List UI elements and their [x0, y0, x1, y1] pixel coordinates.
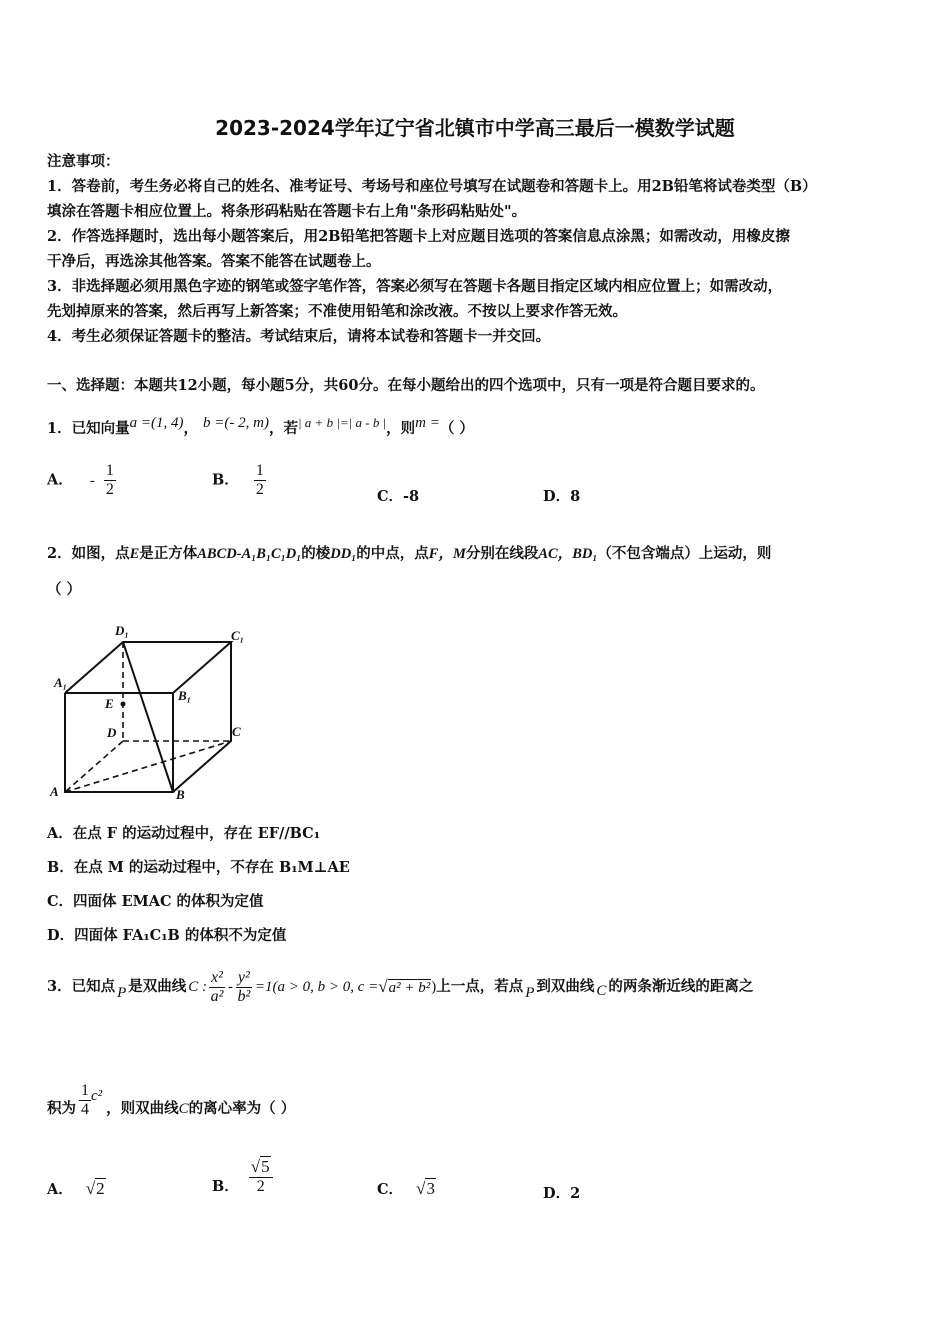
- q3-option-c-value: 3: [426, 1179, 435, 1198]
- q3-line2-b: ，则双曲线: [106, 1100, 179, 1117]
- q3-option-b[interactable]: [212, 1158, 273, 1196]
- q2-points-fm: F，M: [428, 546, 466, 562]
- section-heading: 一、选择题：本题共12小题，每小题5分，共60分。在每小题给出的四个选项中，只有一项是符合题目要求的。: [47, 377, 765, 394]
- frac-den: 4: [81, 1101, 89, 1118]
- frac-den: 2: [255, 481, 264, 498]
- question-3-line-2: [47, 1073, 295, 1119]
- q3-radicand: a² + b²: [388, 979, 431, 996]
- q2-segments: AC，BD₁: [538, 546, 598, 562]
- q3-option-a[interactable]: [47, 1178, 106, 1199]
- q2-stem-a: 2．如图，点: [47, 545, 130, 562]
- q1-option-a-label: A．: [47, 471, 73, 489]
- question-3-stem: [47, 962, 753, 1012]
- label-b: B: [176, 787, 185, 802]
- label-a: A: [50, 784, 59, 799]
- q3-point-p: P: [117, 985, 127, 1001]
- q3-curve-c-2: C: [178, 1101, 189, 1117]
- page-title: 2023-2024学年辽宁省北镇市中学高三最后一模数学试题: [215, 116, 735, 140]
- q3-option-a-value: 2: [96, 1179, 105, 1198]
- label-b1: B₁: [178, 688, 192, 703]
- q3-option-c-sqrt: √3: [416, 1179, 435, 1198]
- q2-stem-f: （不包含端点）上运动，则: [597, 545, 772, 562]
- q3-c-squared: c²: [91, 1088, 103, 1104]
- notice-line-5: 3．非选择题必须用黑色字迹的钢笔或签字笔作答，答案必须写在答题卡各题目指定区域内相应位置上；如需改动，: [47, 278, 783, 295]
- cube-top-face: [65, 642, 231, 693]
- frac-num-value: 5: [261, 1157, 270, 1176]
- q1-option-b-label: B．: [212, 471, 239, 489]
- q3-close: ): [431, 979, 437, 995]
- q3-stem-a: 3．已知点: [47, 978, 116, 995]
- q1-if: ，若: [268, 420, 298, 437]
- q2-paren: （ ）: [47, 581, 82, 598]
- q3-line2-a: 积为: [47, 1100, 76, 1117]
- frac-num: y²: [237, 968, 250, 986]
- q2-option-a[interactable]: A．在点 F 的运动过程中，存在 EF//BC₁: [47, 825, 321, 842]
- frac-num: x²: [211, 968, 223, 986]
- q1-vector-a: a =(1, 4): [129, 415, 184, 431]
- label-d: D: [107, 725, 117, 740]
- question-1-stem: [47, 413, 474, 439]
- label-e: E: [105, 696, 114, 711]
- notice-line-2: 填涂在答题卡相应位置上。将条形码粘贴在答题卡右上角"条形码粘贴处"。: [47, 203, 527, 220]
- q3-option-b-label: B．: [212, 1178, 239, 1195]
- edge-da: [65, 741, 123, 792]
- label-c1: C₁: [231, 628, 245, 643]
- q1-condition: | a + b |=| a - b |: [297, 415, 387, 430]
- q1-prefix: 1．已知向量: [47, 420, 130, 437]
- point-e: [121, 702, 126, 707]
- q3-stem-c: 上一点，若点: [436, 978, 524, 995]
- frac-den: 2: [105, 481, 114, 498]
- frac-num: 1: [81, 1082, 89, 1099]
- q3-stem-b: 是双曲线: [128, 978, 187, 995]
- q3-option-c-label: C．: [377, 1181, 404, 1198]
- q3-option-a-label: A．: [47, 1181, 73, 1198]
- frac-den: 2: [256, 1178, 265, 1195]
- q3-option-d[interactable]: D．2: [543, 1185, 581, 1202]
- q2-option-c[interactable]: C．四面体 EMAC 的体积为定值: [47, 893, 264, 910]
- diagonal-bd1: [123, 642, 173, 792]
- q1-then: ，则: [386, 420, 416, 437]
- q3-sqrt: √a² + b²: [378, 976, 431, 996]
- q1-option-b-fraction: [254, 462, 266, 499]
- q1-vector-b: b =(- 2, m): [203, 415, 269, 431]
- q3-stem-d: 到双曲线: [536, 978, 595, 995]
- frac-num-sqrt: √5: [250, 1157, 270, 1176]
- q1-m: m =: [415, 415, 440, 431]
- q3-curve-name: C :: [188, 979, 208, 995]
- q1-option-a[interactable]: [47, 462, 116, 499]
- q3-minus: -: [227, 979, 233, 995]
- notice-line-3: 2．作答选择题时，选出每小题答案后，用2B铅笔把答题卡上对应题目选项的答案信息点涂黑；如需改动，用橡皮擦: [47, 228, 790, 245]
- q3-line2-c: 的离心率为（ ）: [188, 1100, 296, 1117]
- q1-option-d[interactable]: D．8: [543, 488, 581, 505]
- frac-num: 1: [255, 462, 264, 479]
- q3-stem-e: 的两条渐近线的距离之: [608, 978, 754, 995]
- q2-stem-e: 分别在线段: [465, 545, 539, 562]
- notice-line-6: 先划掉原来的答案，然后再写上新答案；不准使用铅笔和涂改液。不按以上要求作答无效。: [47, 303, 627, 320]
- notice-line-7: 4．考生必须保证答题卡的整洁。考试结束后，请将本试卷和答题卡一并交回。: [47, 328, 551, 345]
- notice-heading: 注意事项：: [47, 153, 120, 170]
- q3-point-p-2: P: [525, 985, 535, 1001]
- q3-option-a-sqrt: √2: [85, 1179, 105, 1198]
- q1-option-a-fraction: [104, 462, 116, 499]
- question-2-stem: [47, 544, 771, 564]
- q2-stem-d: 的中点，点: [356, 545, 429, 562]
- frac-den: a²: [210, 987, 224, 1005]
- label-d1: D₁: [115, 623, 129, 638]
- q3-frac-x: [209, 969, 225, 1006]
- q1-option-b[interactable]: [212, 462, 266, 499]
- q3-quarter: [79, 1082, 91, 1119]
- q2-option-d[interactable]: D．四面体 FA₁C₁B 的体积不为定值: [47, 927, 287, 944]
- label-a1: A₁: [54, 675, 68, 690]
- frac-den: b²: [237, 987, 251, 1005]
- frac-num: 1: [105, 462, 114, 479]
- q1-option-a-sign: -: [89, 472, 95, 489]
- label-c: C: [232, 724, 241, 739]
- diagonal-ac: [65, 741, 231, 792]
- q3-option-c[interactable]: [377, 1178, 436, 1199]
- q3-condition: =1(a > 0, b > 0, c =: [254, 979, 379, 995]
- q1-paren: （ ）: [439, 420, 474, 437]
- frac-num: [249, 1158, 273, 1178]
- q2-stem-b: 是正方体: [139, 545, 198, 562]
- q3-frac-y: [236, 969, 252, 1006]
- q1-option-c[interactable]: C．-8: [377, 488, 420, 505]
- q2-option-b[interactable]: B．在点 M 的运动过程中，不存在 B₁M⊥AE: [47, 859, 350, 876]
- cube-figure: [40, 620, 260, 810]
- q2-edge: DD₁: [330, 546, 357, 562]
- q2-stem-c: 的棱: [301, 545, 331, 562]
- notice-line-4: 干净后，再选涂其他答案。答案不能答在试题卷上。: [47, 253, 381, 270]
- q1-sep: ，: [183, 420, 198, 437]
- cube-right-edges: [173, 642, 231, 792]
- q3-option-b-fraction: [249, 1158, 273, 1196]
- notice-line-1: 1．答卷前，考生务必将自己的姓名、准考证号、考场号和座位号填写在试题卷和答题卡上。用2B铅笔将试卷类型（B）: [47, 178, 817, 195]
- q2-point-e: E: [129, 546, 140, 562]
- q2-cube: ABCD-A₁B₁C₁D₁: [197, 546, 302, 562]
- q3-curve-c: C: [596, 983, 607, 999]
